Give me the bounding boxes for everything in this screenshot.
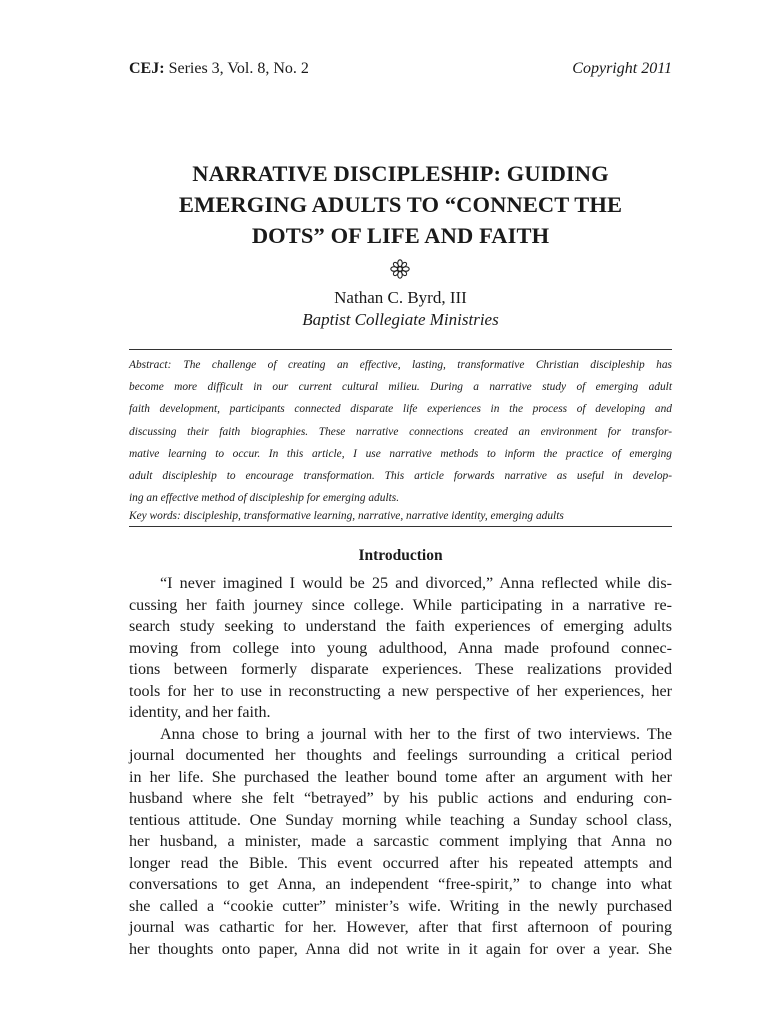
abstract-block (129, 354, 672, 509)
body-line: journal documented her thoughts and feelings surrounding a critical period (129, 747, 672, 764)
body-line: “I never imagined I would be 25 and divorced,” Anna reflected while dis- (160, 575, 672, 592)
abstract-line (129, 354, 672, 376)
title-line: DOTS” OF LIFE AND FAITH (251, 223, 550, 248)
abstract-line: become more difficult in our current cultural milieu. During a narrative study of emerging adult (129, 381, 672, 394)
article-title (129, 158, 672, 251)
abstract-line: ing an effective method of discipleship for emerging adults. (129, 492, 400, 505)
body-line: search study seeking to understand the faith experiences of emerging adults (129, 618, 672, 635)
copyright-notice: Copyright 2011 (572, 60, 672, 77)
journal-abbrev: CEJ: (129, 60, 165, 77)
body-line: tools for her to use in reconstructing a new perspective of her experiences, her (129, 682, 672, 700)
body-line: her thoughts onto paper, Anna did not write in it again for over a year. She (129, 940, 672, 958)
author-name: Nathan C. Byrd, III (334, 288, 467, 307)
running-head (129, 59, 672, 79)
keywords: Key words: discipleship, transformative learning, narrative, narrative identity, emerging adults (129, 510, 564, 522)
body-line: identity, and her faith. (129, 704, 271, 721)
abstract-line: discussing their faith biographies. These narrative connections created an environment for transfor- (129, 425, 672, 438)
title-line: NARRATIVE DISCIPLESHIP: GUIDING (192, 161, 609, 186)
abstract-bottom-rule (129, 526, 672, 527)
body-line: she called a “cookie cutter” minister’s wife. Writing in the newly purchased (129, 897, 672, 915)
floral-ornament-icon (388, 257, 412, 281)
body-line: in her life. She purchased the leather bound tome after an argument with her (129, 768, 672, 786)
body-line: husband where she felt “betrayed” by his public actions and enduring con- (129, 790, 672, 807)
author-affiliation: Baptist Collegiate Ministries (302, 310, 499, 329)
body-line: journal was cathartic for her. However, after that first afternoon of pouring (129, 919, 672, 936)
body-line: Anna chose to bring a journal with her to the first of two interviews. The (160, 725, 672, 743)
body-line: conversations to get Anna, an independent “free-spirit,” to change into what (129, 876, 672, 893)
section-heading: Introduction (358, 547, 443, 564)
body-line: longer read the Bible. This event occurred after his repeated attempts and (129, 854, 672, 872)
body-line: tions between formerly disparate experiences. These realizations provided (129, 661, 672, 678)
abstract-line: adult discipleship to encourage transformation. This article forwards narrative as useful in develop- (129, 469, 672, 482)
body-line: her husband, a minister, made a sarcastic comment implying that Anna no (129, 833, 672, 850)
body-line: cussing her faith journey since college. While participating in a narrative re- (129, 596, 672, 614)
body-line: moving from college into young adulthood, Anna made profound connec- (129, 639, 672, 657)
abstract-text: The challenge of creating an effective, lasting, transformative Christian discipleship has (183, 359, 672, 371)
body-line: tentious attitude. One Sunday morning while teaching a Sunday school class, (129, 811, 672, 829)
title-line: EMERGING ADULTS TO “CONNECT THE (178, 192, 623, 217)
abstract-line: faith development, participants connected disparate life experiences in the process of developing and (129, 403, 672, 416)
abstract-label: Abstract: (129, 359, 172, 371)
series-info: Series 3, Vol. 8, No. 2 (168, 60, 309, 77)
body-text (129, 573, 672, 960)
journal-citation (129, 59, 309, 79)
abstract-top-rule (129, 349, 672, 350)
abstract-line: mative learning to occur. In this article, I use narrative methods to inform the practice of emerging (129, 447, 672, 460)
